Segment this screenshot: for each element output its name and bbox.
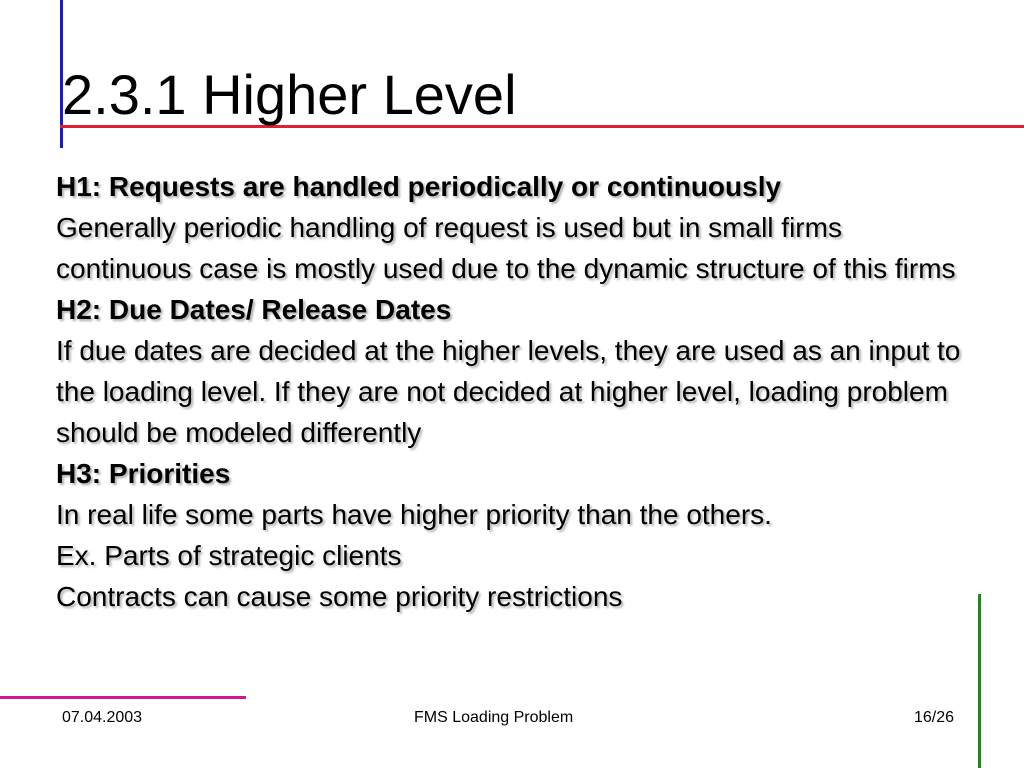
slide-title: 2.3.1 Higher Level [62,63,517,126]
paragraph-contracts: Contracts can cause some priority restrictions [56,581,623,612]
paragraph-h1-text: Generally periodic handling of request is used but in small firms continuous case is mostly used due to the dynamic structure of this firms [56,212,956,284]
slide-body [56,166,966,617]
paragraph-h3-text: In real life some parts have higher priority than the others. [56,499,772,530]
footer-vertical-rule [978,594,981,768]
heading-h1: H1: Requests are handled periodically or continuously [56,171,782,202]
paragraph-example: Ex. Parts of strategic clients [56,540,402,571]
footer-title: FMS Loading Problem [414,709,574,726]
paragraph-h2-text: If due dates are decided at the higher levels, they are used as an input to the loading level. If they are not decided at higher level, loading problem should be modeled differently [56,335,961,448]
heading-h3: H3: Priorities [56,458,231,489]
heading-h2: H2: Due Dates/ Release Dates [56,294,452,325]
footer-horizontal-rule [0,696,246,699]
footer-date: 07.04.2003 [62,709,143,726]
footer-page-number: 16/26 [914,709,955,726]
